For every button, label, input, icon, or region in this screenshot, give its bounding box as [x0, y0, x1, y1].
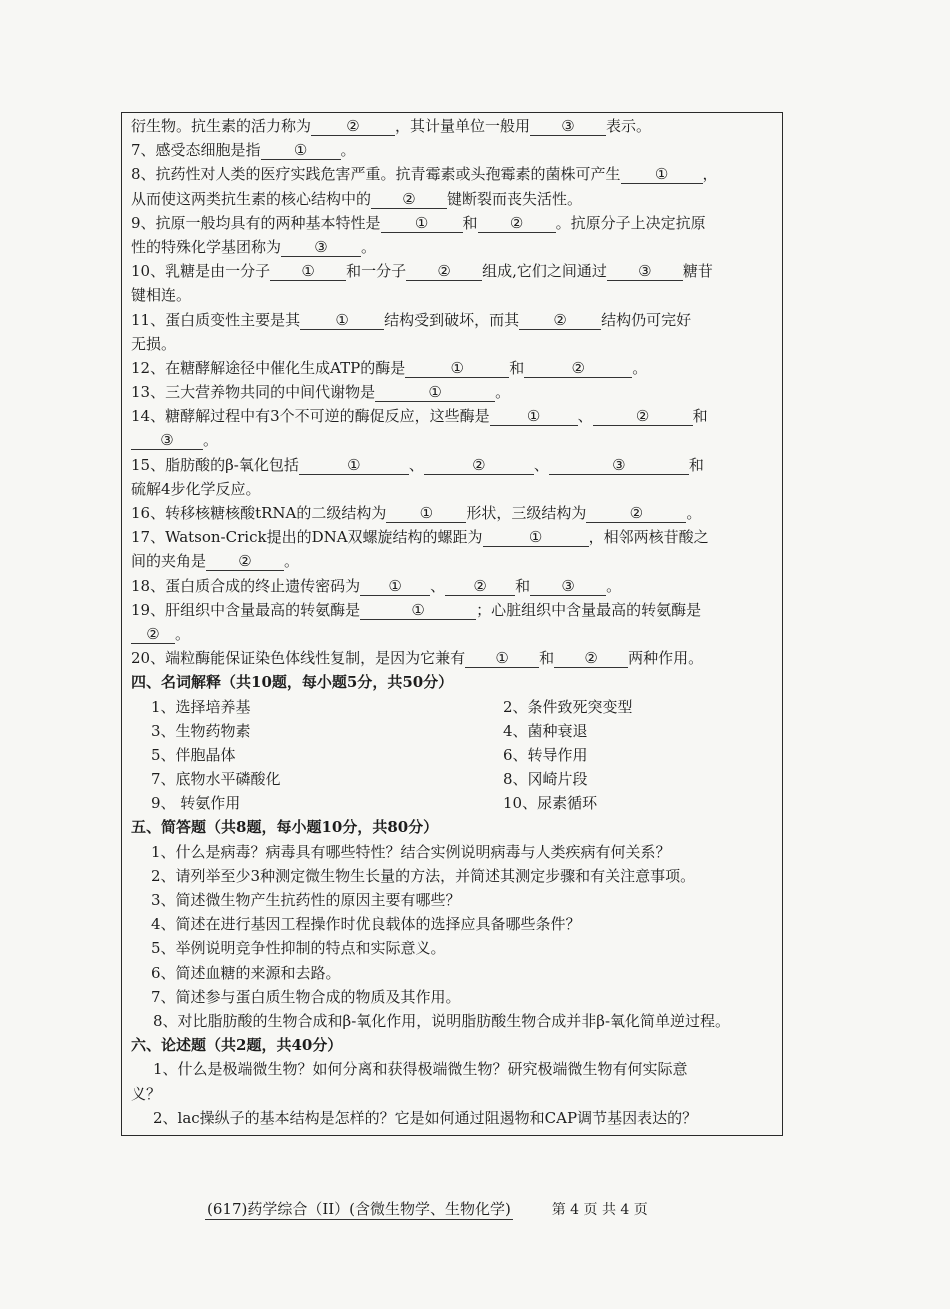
- question-line: [131, 525, 781, 549]
- question-line: [131, 501, 781, 525]
- question-line: [131, 404, 781, 428]
- answer-blank: ②: [406, 263, 482, 281]
- question-text: 。: [632, 358, 648, 377]
- answer-blank: ②: [206, 553, 284, 571]
- question-text: 7、感受态细胞是指: [131, 141, 261, 160]
- answer-blank: ①: [465, 650, 539, 668]
- question-line: [131, 138, 781, 162]
- essay-question-1a: 1、什么是极端微生物？如何分离和获得极端微生物？研究极端微生物有何实际意: [153, 1060, 688, 1079]
- short-question-2: 2、请列举至少3种测定微生物生长量的方法，并简述其测定步骤和有关注意事项。: [151, 866, 696, 885]
- term-item: 7、底物水平磷酸化: [151, 770, 281, 789]
- answer-blank: ②: [445, 578, 515, 596]
- question-text: 性的特殊化学基团称为: [131, 237, 282, 256]
- question-line: [131, 598, 781, 622]
- short-question-4: 4、简述在进行基因工程操作时优良载体的选择应具备哪些条件？: [151, 915, 581, 934]
- answer-blank: ①: [405, 360, 509, 378]
- question-text: 间的夹角是: [131, 552, 207, 571]
- question-text: 键断裂而丧失活性。: [447, 189, 583, 208]
- question-line: [131, 235, 781, 259]
- question-text: 。: [284, 552, 300, 571]
- term-item: 3、生物药物素: [151, 721, 251, 740]
- question-text: 12、在糖酵解途径中催化生成ATP的酶是: [131, 358, 406, 377]
- term-row: [131, 767, 781, 791]
- term-row: [131, 695, 781, 719]
- question-text: 、: [577, 407, 593, 426]
- answer-blank: ③: [530, 578, 606, 596]
- question-text: 。: [203, 431, 219, 450]
- term-item: 5、伴胞晶体: [151, 745, 236, 764]
- question-text: 结构仍可完好: [601, 310, 692, 329]
- answer-blank: ①: [360, 578, 430, 596]
- section5-title: 五、简答题（共8题，每小题10分，共80分）: [131, 818, 439, 837]
- term-item: 1、选择培养基: [151, 697, 251, 716]
- exam-content: [131, 114, 781, 1130]
- term-list: [131, 695, 781, 816]
- question-text: 组成,它们之间通过: [482, 262, 607, 281]
- answer-blank: ②: [424, 457, 534, 475]
- term-row: [131, 743, 781, 767]
- question-text: 10、乳糖是由一分子: [131, 262, 271, 281]
- question-text: 形状，三级结构为: [466, 504, 587, 522]
- term-item: 10、尿素循环: [503, 794, 598, 813]
- question-text: 。: [686, 504, 702, 522]
- question-text: 和一分子: [346, 262, 407, 281]
- answer-blank: ③: [549, 457, 689, 475]
- question-line: [131, 477, 781, 501]
- term-item: 9、 转氨作用: [151, 794, 241, 813]
- question-text: 14、糖酵解过程中有3个不可逆的酶促反应，这些酶是: [131, 407, 490, 426]
- answer-blank: ②: [519, 312, 601, 330]
- fill-in-blank-section: [131, 114, 781, 670]
- answer-blank: ①: [300, 312, 384, 330]
- short-question-5: 5、举例说明竞争性抑制的特点和实际意义。: [151, 939, 446, 958]
- answer-blank: ①: [483, 529, 589, 547]
- question-text: 从而使这两类抗生素的核心结构中的: [131, 189, 372, 208]
- essay-question-2: 2、lac操纵子的基本结构是怎样的？它是如何通过阻遏物和CAP调节基因表达的？: [153, 1108, 698, 1127]
- question-text: 无损。: [131, 334, 177, 353]
- question-text: ，: [702, 165, 718, 184]
- question-text: 15、脂肪酸的β-氧化包括: [131, 455, 299, 474]
- answer-blank: ②: [131, 626, 175, 644]
- question-text: 。: [495, 383, 511, 402]
- question-line: [131, 308, 781, 332]
- question-text: 衍生物。抗生素的活力称为: [131, 117, 312, 135]
- answer-blank: ②: [371, 191, 447, 209]
- question-line: [131, 283, 781, 307]
- question-text: 表示。: [606, 117, 652, 135]
- answer-blank: ③: [607, 263, 683, 281]
- answer-blank: ①: [621, 166, 703, 184]
- question-line: [131, 162, 781, 186]
- question-line: [131, 332, 781, 356]
- answer-blank: ①: [299, 457, 409, 475]
- question-text: 结构受到破坏，而其: [384, 310, 520, 329]
- answer-blank: ①: [375, 384, 495, 402]
- question-line: [131, 646, 781, 670]
- answer-blank: ①: [490, 408, 578, 426]
- question-line: [131, 259, 781, 283]
- answer-blank: ②: [478, 215, 556, 233]
- question-text: ，相邻两核苷酸之: [588, 528, 709, 547]
- answer-blank: ①: [381, 215, 463, 233]
- question-text: 18、蛋白质合成的终止遗传密码为: [131, 576, 361, 595]
- question-line: [131, 453, 781, 477]
- question-line: [131, 187, 781, 211]
- question-text: ；心脏组织中含量最高的转氨酶是: [476, 600, 702, 619]
- short-question-6: 6、简述血糖的来源和去路。: [151, 963, 341, 982]
- question-text: 。抗原分子上决定抗原: [555, 213, 706, 232]
- section4-title: 四、名词解释（共10题，每小题5分，共50分）: [131, 673, 454, 692]
- short-question-1: 1、什么是病毒？病毒具有哪些特性？结合实例说明病毒与人类疾病有何关系？: [151, 842, 671, 861]
- question-text: 。: [606, 576, 622, 595]
- short-question-3: 3、简述微生物产生抗药性的原因主要有哪些？: [151, 891, 461, 909]
- question-text: 。: [340, 141, 356, 160]
- answer-blank: ①: [270, 263, 346, 281]
- answer-blank: ②: [593, 408, 693, 426]
- question-text: 20、端粒酶能保证染色体线性复制，是因为它兼有: [131, 649, 466, 668]
- term-row: [131, 791, 781, 815]
- question-line: [131, 428, 781, 452]
- answer-blank: ③: [281, 239, 361, 257]
- term-item: 6、转导作用: [503, 745, 588, 764]
- question-line: [131, 549, 781, 573]
- essay-question-1b: 义？: [131, 1084, 162, 1103]
- question-text: 、: [408, 455, 424, 474]
- question-text: 。: [175, 624, 191, 643]
- page-footer: [205, 1198, 725, 1220]
- question-text: 、: [533, 455, 549, 474]
- question-line: [131, 574, 781, 598]
- answer-blank: ①: [386, 505, 466, 523]
- answer-blank: ③: [131, 432, 203, 450]
- question-text: 11、蛋白质变性主要是其: [131, 310, 301, 329]
- question-text: 。: [361, 237, 377, 256]
- answer-blank: ②: [554, 650, 628, 668]
- question-text: ，其计量单位一般用: [395, 117, 531, 135]
- page-number: 第 4 页 共 4 页: [551, 1202, 648, 1218]
- question-text: 硫解4步化学反应。: [131, 479, 261, 498]
- term-item: 8、冈崎片段: [503, 770, 588, 789]
- question-text: 19、肝组织中含量最高的转氨酶是: [131, 600, 361, 619]
- question-line: [131, 211, 781, 235]
- answer-blank: ③: [530, 118, 606, 136]
- short-question-8: 8、对比脂肪酸的生物合成和β-氧化作用，说明脂肪酸生物合成并非β-氧化简单逆过程。: [153, 1011, 731, 1030]
- question-text: 、: [430, 576, 446, 595]
- question-text: 17、Watson-Crick提出的DNA双螺旋结构的螺距为: [131, 528, 483, 547]
- answer-blank: ①: [261, 142, 341, 160]
- question-text: 和: [688, 455, 704, 474]
- question-text: 键相连。: [131, 286, 192, 305]
- question-text: 糖苷: [682, 262, 713, 281]
- question-text: 16、转移核糖核酸tRNA的二级结构为: [131, 504, 387, 522]
- answer-blank: ②: [586, 505, 686, 523]
- question-text: 13、三大营养物共同的中间代谢物是: [131, 383, 376, 402]
- answer-blank: ②: [524, 360, 632, 378]
- question-text: 8、抗药性对人类的医疗实践危害严重。抗青霉素或头孢霉素的菌株可产生: [131, 165, 621, 184]
- question-text: 和: [509, 358, 525, 377]
- answer-blank: ②: [311, 118, 395, 136]
- question-text: 两种作用。: [628, 649, 704, 668]
- question-text: 和: [539, 649, 555, 668]
- answer-blank: ①: [360, 602, 476, 620]
- section6-title: 六、论述题（共2题，共40分）: [131, 1036, 343, 1055]
- term-row: [131, 719, 781, 743]
- question-line: [131, 114, 781, 138]
- question-line: [131, 356, 781, 380]
- question-line: [131, 380, 781, 404]
- question-text: 9、抗原一般均具有的两种基本特性是: [131, 213, 381, 232]
- question-text: 和: [462, 213, 478, 232]
- question-text: 和: [692, 407, 708, 426]
- term-item: 4、菌种衰退: [503, 721, 588, 740]
- short-question-7: 7、简述参与蛋白质生物合成的物质及其作用。: [151, 987, 461, 1006]
- question-text: 和: [515, 576, 531, 595]
- exam-code: (617)药学综合（II）(含微生物学、生物化学): [207, 1200, 511, 1218]
- question-line: [131, 622, 781, 646]
- term-item: 2、条件致死突变型: [503, 697, 633, 716]
